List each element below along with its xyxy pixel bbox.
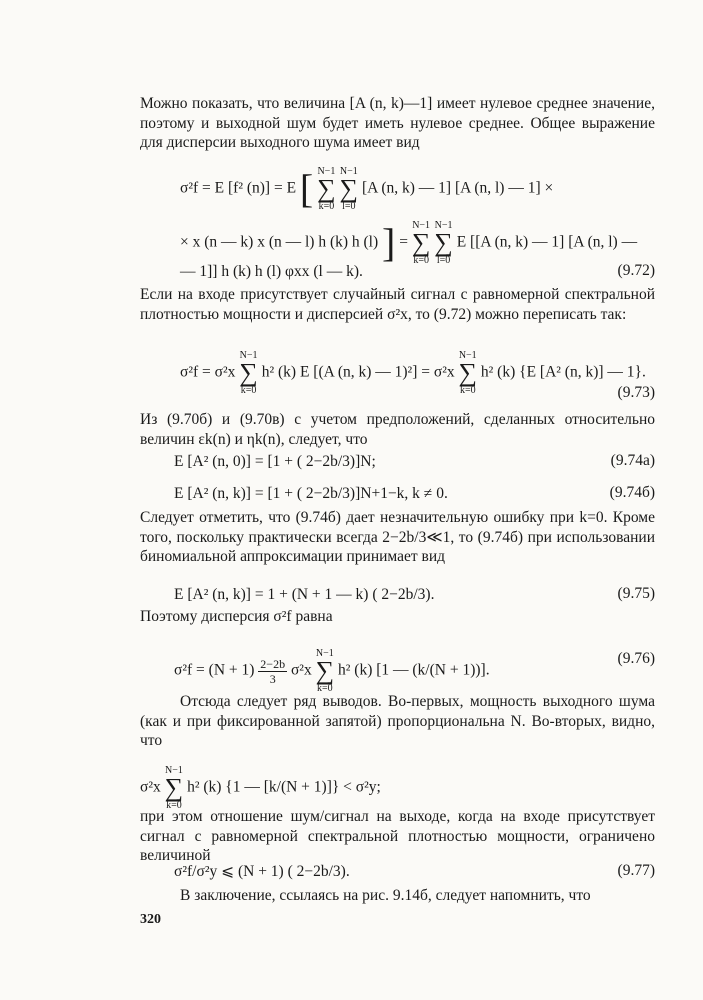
paragraph-5: Поэтому дисперсия σ²f равна — [140, 608, 333, 625]
eq-number-975: (9.75) — [617, 585, 655, 602]
eq-number-974a: (9.74а) — [610, 452, 655, 469]
paragraph-3: Из (9.70б) и (9.70в) с учетом предположений, сделанных относительно величин εk(n) и ηk(n), следует, что — [140, 411, 655, 448]
eq-972-mid: × x (n — k) x (n — l) h (k) h (l) — [180, 233, 379, 251]
eq-972-line1 — [180, 166, 553, 212]
page-number: 320 — [140, 912, 161, 927]
fraction: $\frac{2-2b}{3}$ — [260, 656, 286, 686]
eq-inequality — [140, 765, 381, 811]
eq-977: σ²f/σ²y ⩽ (N + 1) ( 2−2b/3). — [174, 863, 350, 880]
paragraph-1: Можно показать, что величина [A (n, k)—1] имеет нулевое среднее значение, поэтому и выходной шум будет иметь нулевое среднее. Общее выражение для дисперсии выходного шума имеет вид — [140, 95, 655, 151]
eq-974b: E [A² (n, k)] = [1 + ( 2−2b/3)]N+1−k, k ≠ 0. — [174, 485, 448, 502]
eq-number-977: (9.77) — [617, 862, 655, 879]
eq-976-rhs: h² (k) [1 — (k/(N + 1))]. — [338, 661, 490, 679]
eq-ineq-body: h² (k) {1 — [k/(N + 1)]} < σ²y; — [187, 778, 381, 796]
eq-number-974b: (9.74б) — [609, 484, 655, 501]
eq-972-line2 — [180, 220, 637, 266]
eq-973-rhs: h² (k) {E [A² (n, k)] — 1}. — [480, 363, 646, 381]
sum-l: N−1 ∑ l=0 — [339, 166, 359, 212]
eq-972-line3: — 1]] h (k) h (l) φxx (l — k). — [180, 263, 363, 280]
eq-972-expect: E [[A (n, k) — 1] [A (n, l) — — [456, 233, 638, 251]
eq-number-972: (9.72) — [617, 262, 655, 279]
sum-973a: N−1 ∑ k=0 — [239, 350, 258, 396]
eq-976 — [174, 648, 490, 694]
sum-k: N−1 ∑ k=0 — [317, 166, 336, 212]
right-bracket: ] — [382, 220, 396, 265]
paragraph-8: В заключение, ссылаясь на рис. 9.14б, следует напомнить, что — [180, 887, 591, 904]
sum-ineq: N−1 ∑ k=0 — [164, 765, 184, 811]
sum-k2: N−1 ∑ k=0 — [411, 220, 431, 266]
eq-ineq-sigma: σ²x — [140, 778, 161, 796]
eq-975: E [A² (n, k)] = 1 + (N + 1 — k) ( 2−2b/3). — [174, 586, 435, 603]
paragraph-4: Следует отметить, что (9.74б) дает незначительную ошибку при k=0. Кроме того, поскольку практически всегда 2−2b/3≪1, то (9.74б) при использовании биномиальной аппроксимации принимает вид — [140, 509, 655, 565]
eq-972-body: [A (n, k) — 1] [A (n, l) — 1] × — [361, 179, 554, 197]
eq-number-976: (9.76) — [617, 650, 655, 667]
eq-number-973: (9.73) — [617, 384, 655, 401]
sum-l2: N−1 ∑ l=0 — [434, 220, 453, 266]
eq-973-mid: h² (k) E [(A (n, k) — 1)²] = σ²x — [261, 363, 455, 381]
eq-976-lhs: σ²f = (N + 1) — [174, 661, 255, 679]
eq-972-equals: = — [399, 233, 412, 251]
eq-976-sigma: σ²x — [290, 661, 312, 679]
eq-973 — [180, 350, 646, 396]
paragraph-7: при этом отношение шум/сигнал на выходе, когда на входе присутствует сигнал с равномерной спектральной плотностью мощности, ограничено величиной — [140, 808, 655, 864]
eq-974a: E [A² (n, 0)] = [1 + ( 2−2b/3)]N; — [174, 453, 376, 470]
sum-973b: N−1 ∑ k=0 — [458, 350, 478, 396]
left-bracket: [ — [299, 166, 314, 211]
paragraph-2: Если на входе присутствует случайный сигнал с равномерной спектральной плотностью мощности и дисперсией σ²x, то (9.72) можно переписать так: — [140, 286, 655, 323]
eq-973-lhs: σ²f = σ²x — [180, 363, 236, 381]
sum-976: N−1 ∑ k=0 — [315, 648, 335, 694]
eq-972-lhs: σ²f = E [f² (n)] = E — [180, 179, 297, 197]
paragraph-6: Отсюда следует ряд выводов. Во-первых, мощность выходного шума (как и при фиксированной запятой) пропорциональна N. Во-вторых, видно, что — [140, 693, 655, 749]
